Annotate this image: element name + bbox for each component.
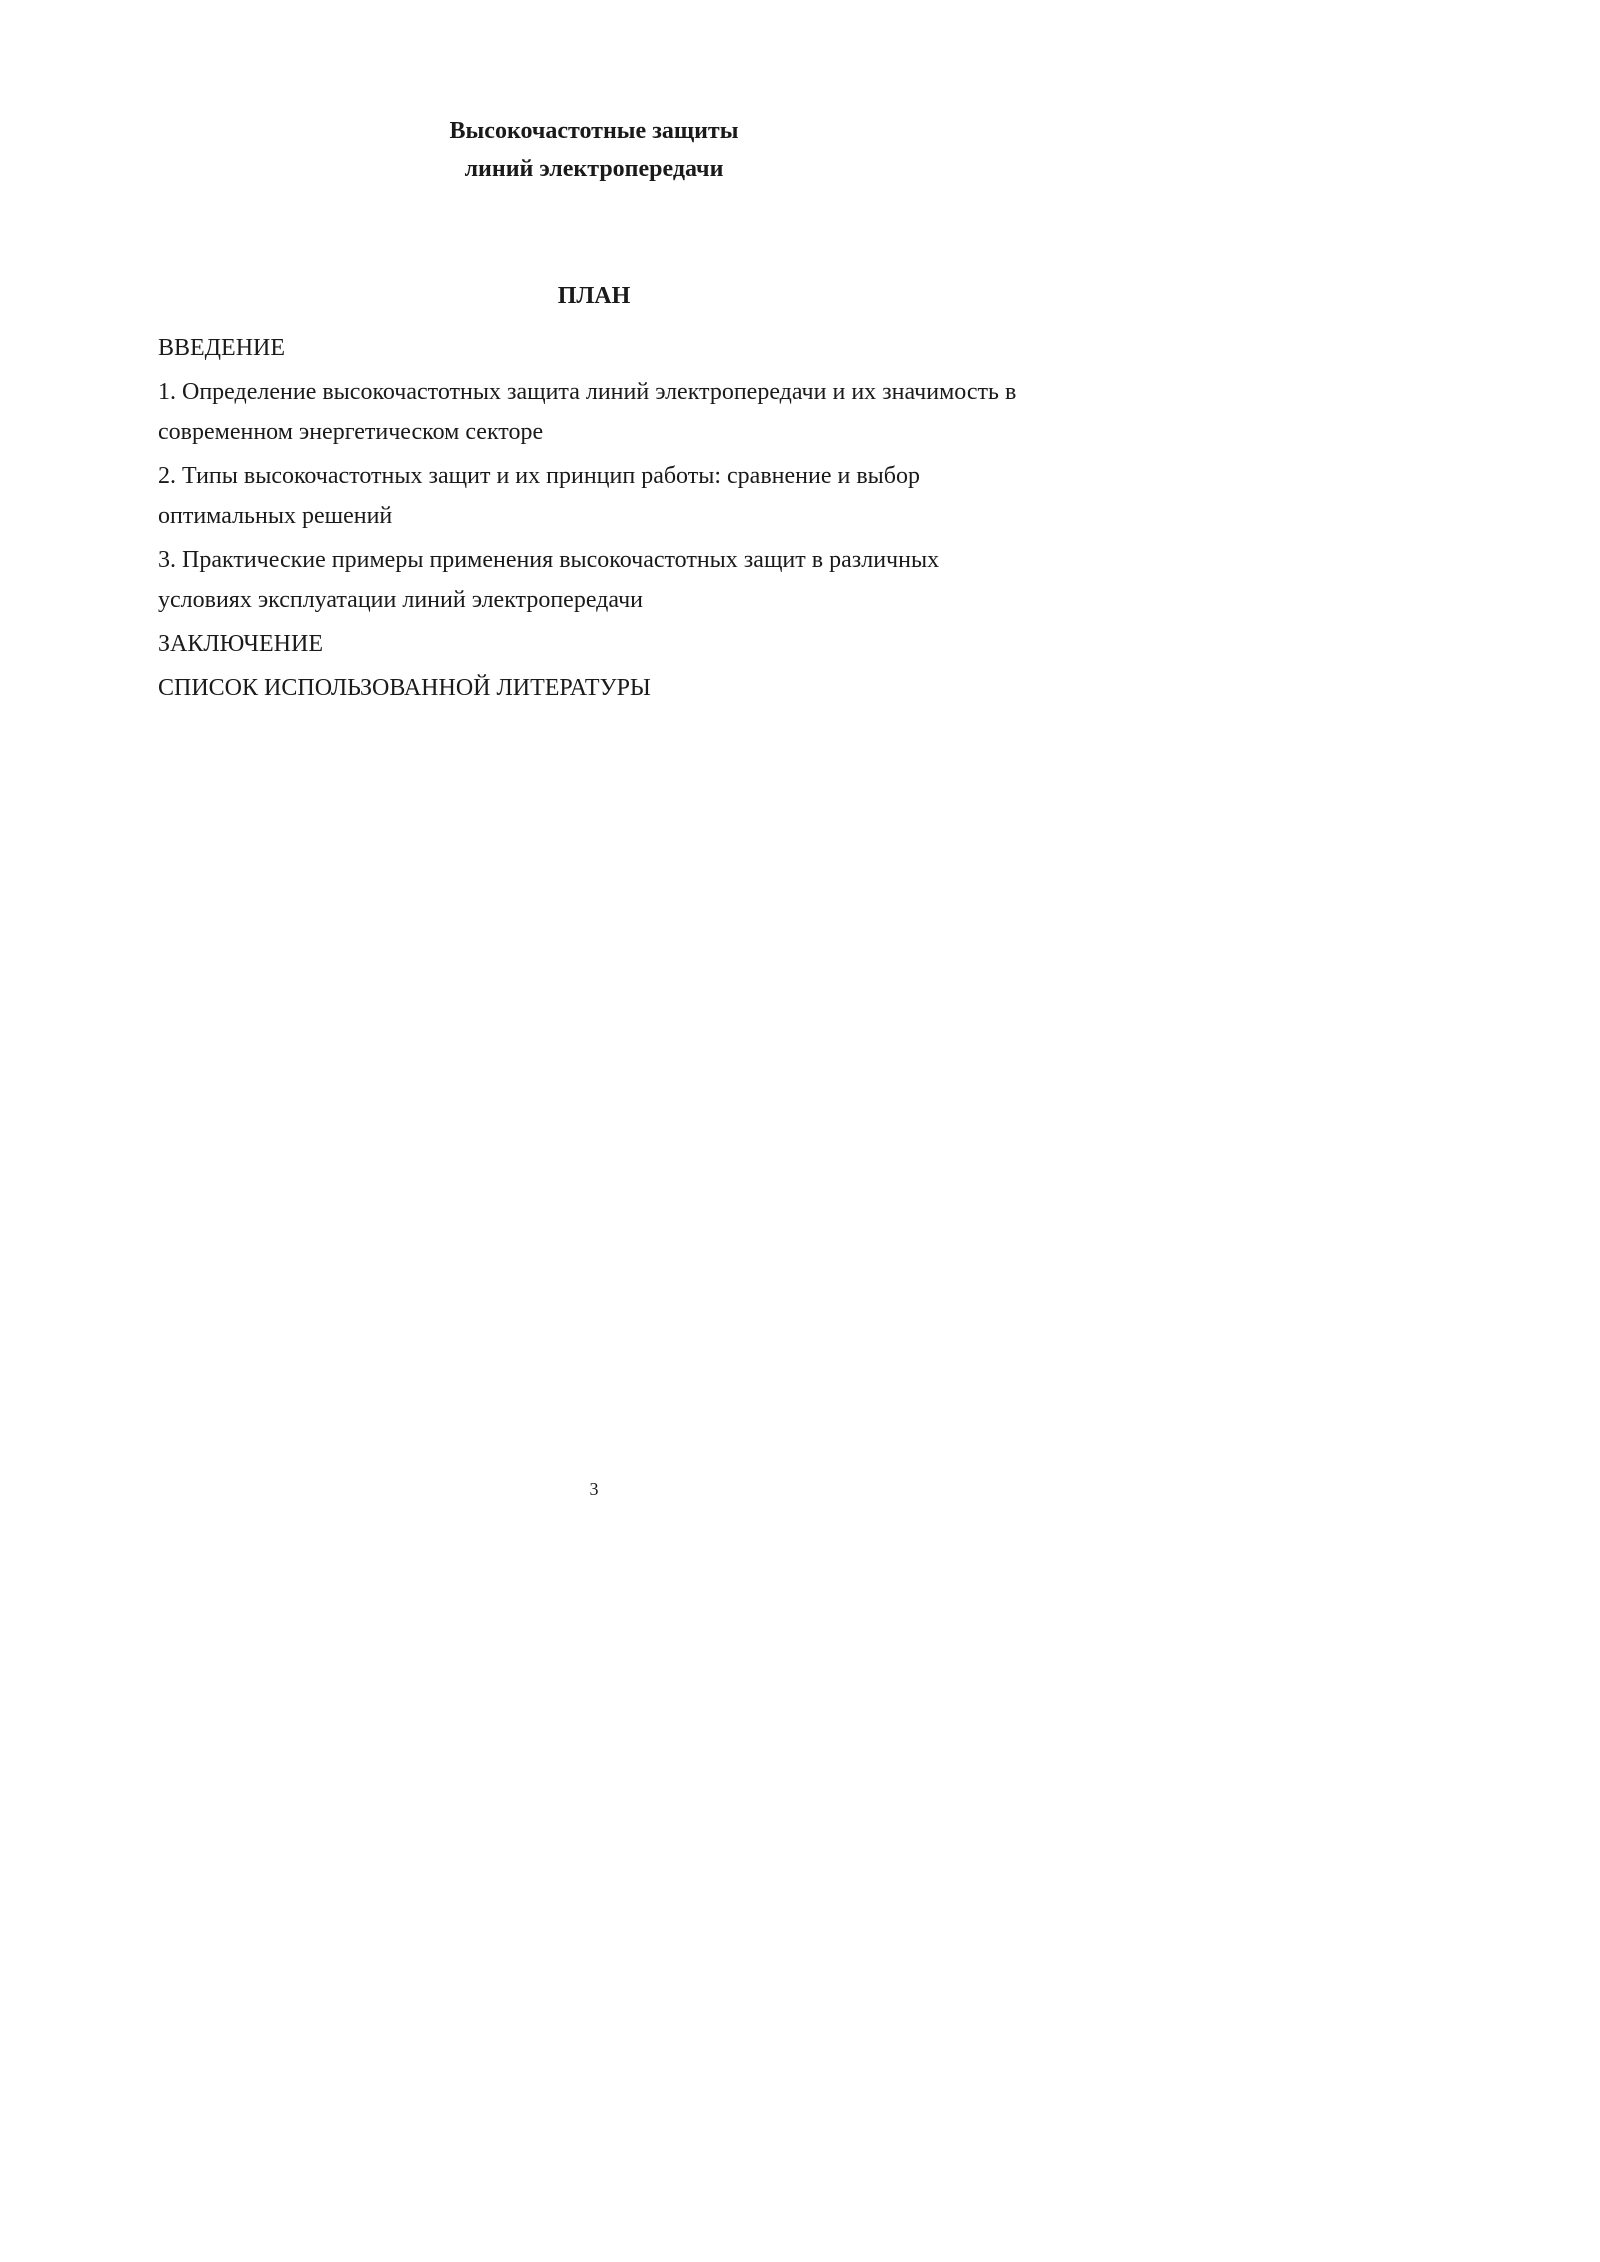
toc-item-section-3: 3. Практические примеры применения высокочастотных защит в различных условиях эксплуатации линий электропередачи	[158, 547, 940, 613]
document-title	[0, 112, 1188, 188]
toc-item-conclusion: ЗАКЛЮЧЕНИЕ	[158, 631, 323, 657]
toc-item-introduction: ВВЕДЕНИЕ	[158, 335, 286, 361]
toc-item-section-2: 2. Типы высокочастотных защит и их принцип работы: сравнение и выбор оптимальных решений	[158, 463, 920, 529]
table-of-contents	[158, 328, 1028, 712]
document-title-line-1: Высокочастотные защиты	[449, 118, 739, 144]
document-title-line-2: линий электропередачи	[464, 156, 724, 182]
document-page	[0, 0, 1100, 1556]
toc-item-section-1: 1. Определение высокочастотных защита линий электропередачи и их значимость в современном энергетическом секторе	[158, 379, 1017, 445]
toc-item-references: СПИСОК ИСПОЛЬЗОВАННОЙ ЛИТЕРАТУРЫ	[158, 675, 651, 701]
page-number: 3	[589, 1479, 599, 1499]
plan-heading: ПЛАН	[557, 283, 631, 309]
